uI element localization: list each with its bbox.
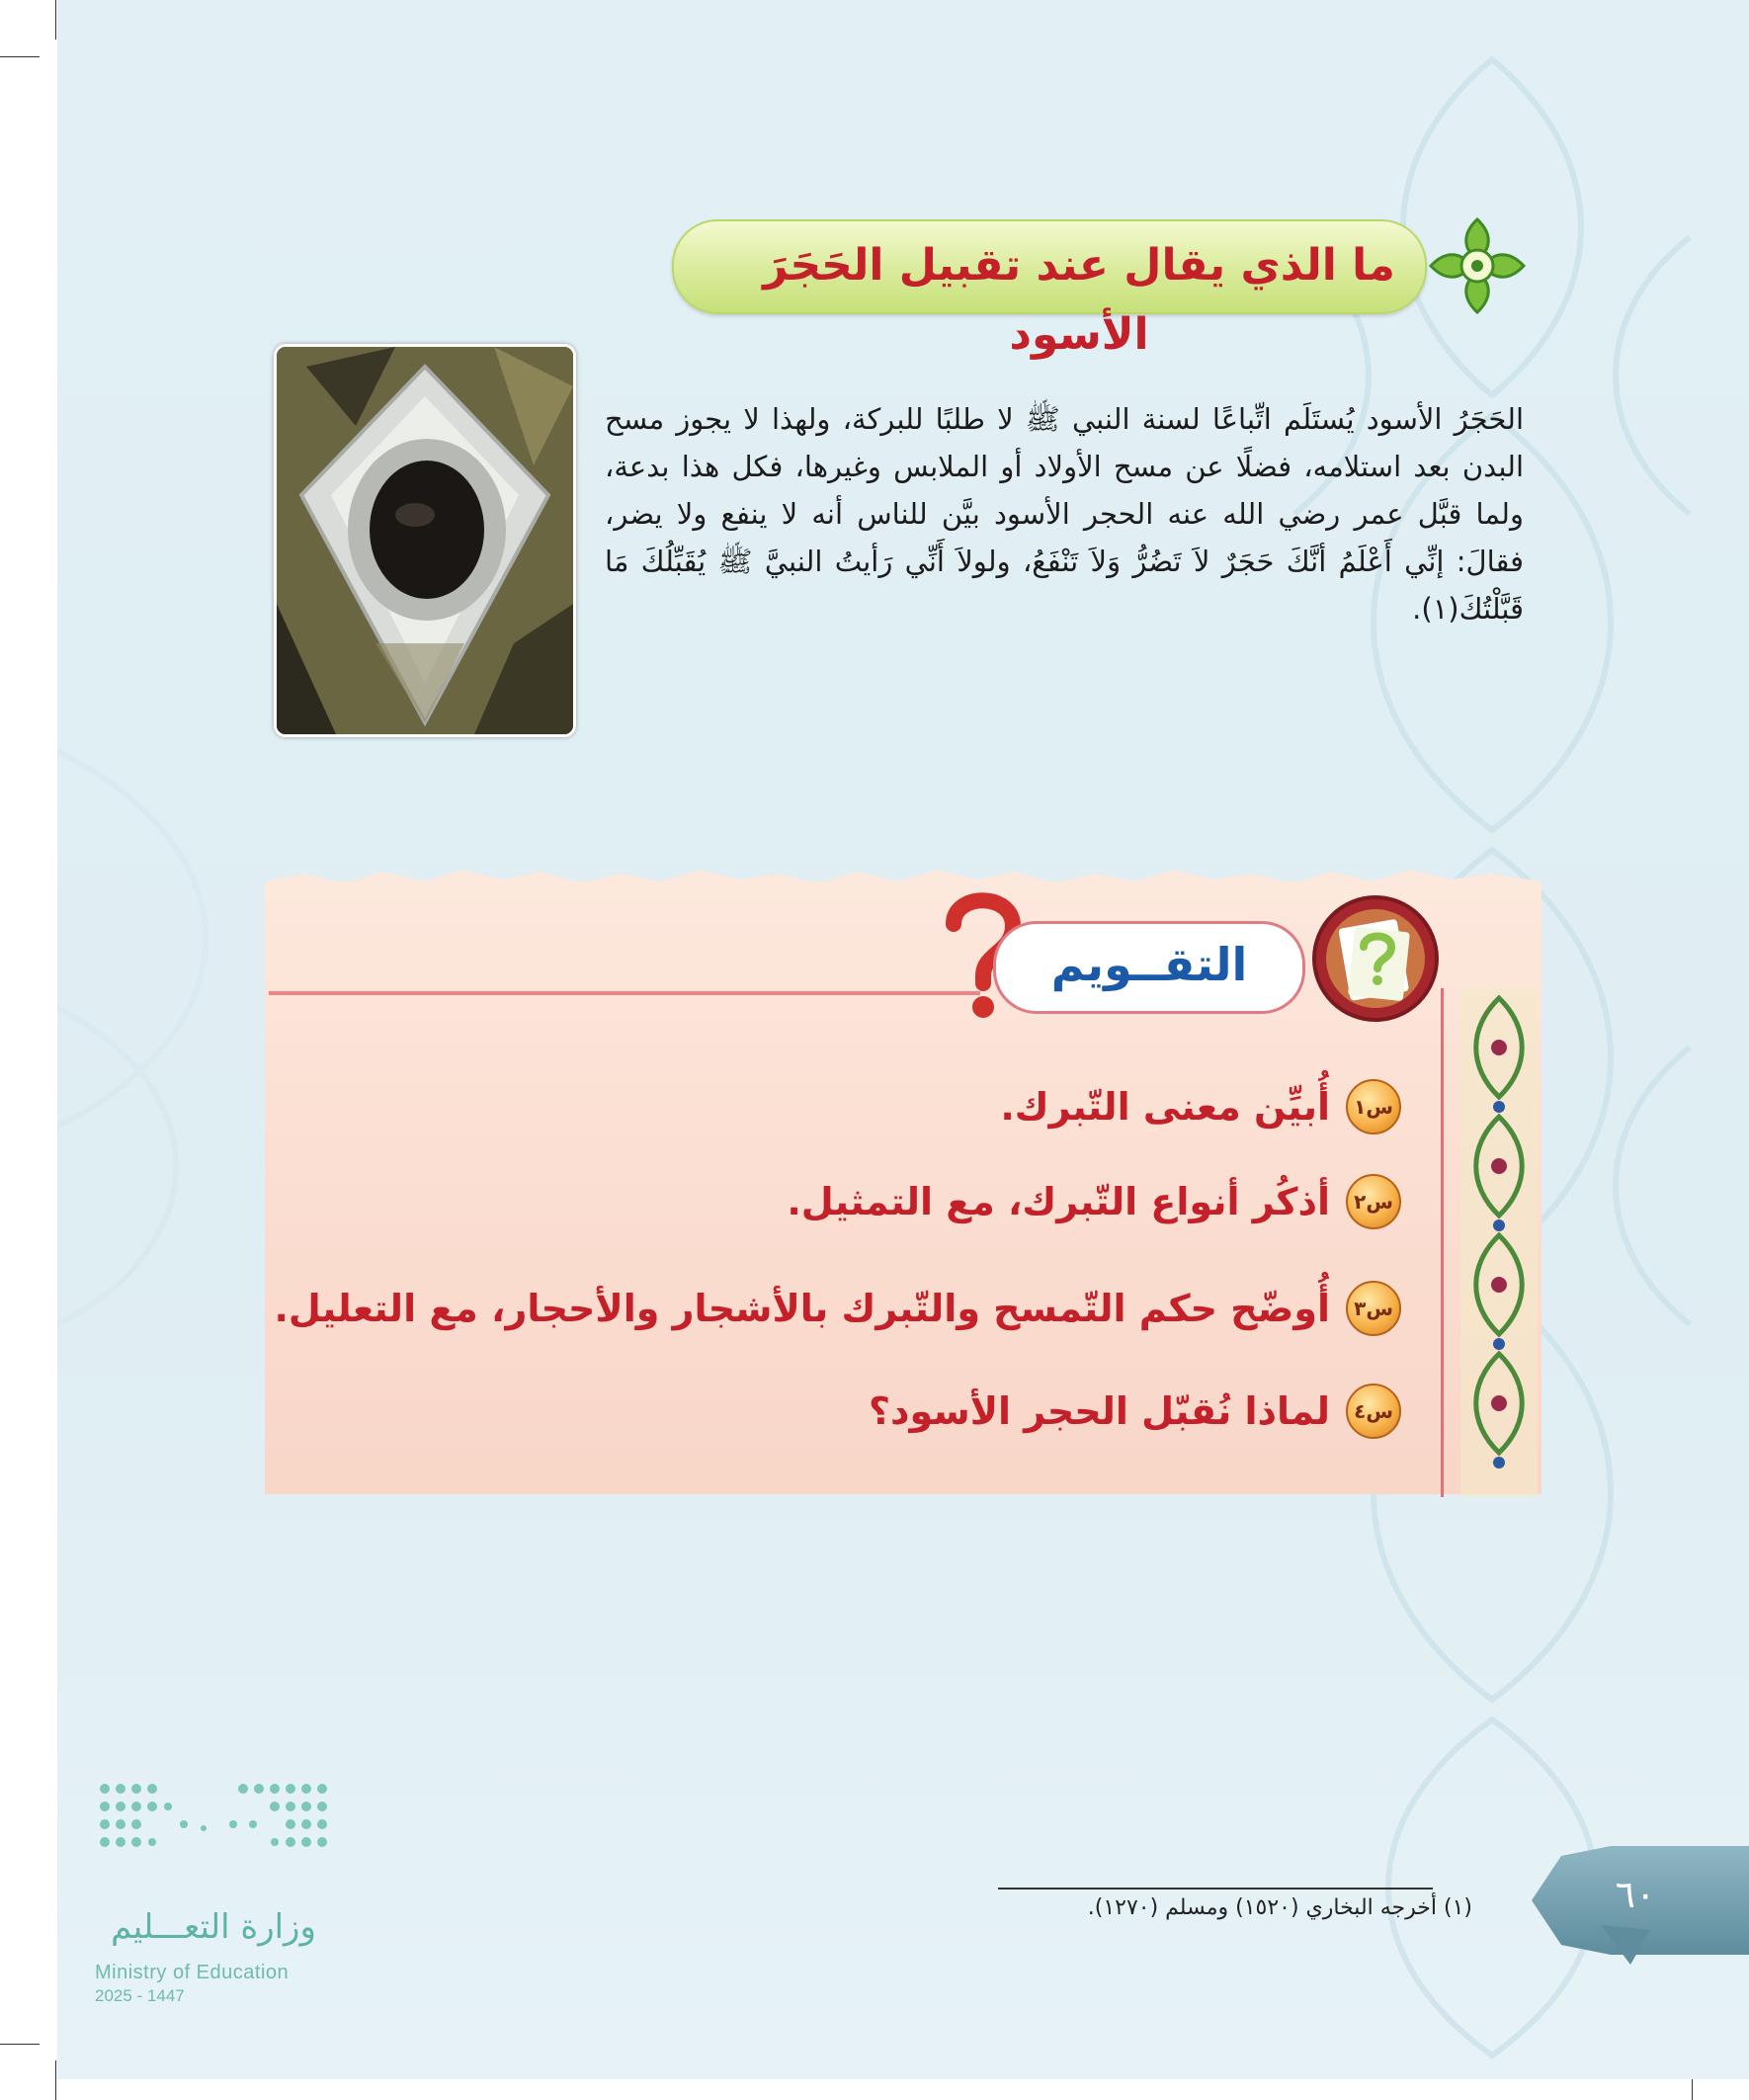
- section-title: ما الذي يقال عند تقبيل الحَجَرَ الأسود: [763, 240, 1395, 360]
- crop-mark: [0, 2044, 40, 2045]
- floral-side-border: [1460, 988, 1538, 1497]
- section-heading: [613, 219, 1532, 360]
- black-stone-photo: [274, 344, 576, 737]
- question-text: أُوضّح حكم التّمسح والتّبرك بالأشجار والأحجار، مع التعليل.: [274, 1287, 1330, 1330]
- crop-mark: [0, 56, 40, 57]
- evaluation-side-rule: [1441, 988, 1444, 1497]
- moe-dots-logo: [95, 1779, 332, 1858]
- question-badge: س٢: [1346, 1174, 1401, 1229]
- question-paper-icon: [1306, 889, 1445, 1028]
- heading-bar: [672, 219, 1427, 360]
- edition-year: 2025 - 1447: [95, 1986, 185, 2005]
- page-number: ٦٠: [1615, 1873, 1656, 1916]
- question-badge: س٣: [1346, 1281, 1401, 1336]
- footnote: (١) أخرجه البخاري (١٥٢٠) ومسلم (١٢٧٠).: [1087, 1895, 1472, 1920]
- question-text: أذكُر أنواع التّبرك، مع التمثيل.: [787, 1180, 1330, 1223]
- question-item-3: [274, 1277, 1401, 1340]
- crop-mark: [55, 2060, 56, 2100]
- question-badge: س١: [1346, 1079, 1401, 1134]
- footnote-rule: [998, 1888, 1433, 1890]
- question-text: أُبيِّن معنى التّبرك.: [1000, 1085, 1330, 1129]
- evaluation-title-pill: [993, 921, 1305, 1014]
- evaluation-title: التقــويم: [1050, 938, 1248, 991]
- ministry-logo: [95, 1779, 332, 2006]
- crop-mark: [55, 0, 56, 40]
- question-item-4: [869, 1380, 1401, 1443]
- question-item-2: [787, 1170, 1401, 1233]
- ministry-name-arabic: وزارة التعـــليم: [111, 1907, 316, 1947]
- question-text: لماذا نُقبّل الحجر الأسود؟: [868, 1389, 1330, 1433]
- ministry-name-english: Ministry of Education: [95, 1962, 290, 1983]
- question-item-1: [1000, 1075, 1401, 1138]
- green-flower-ornament-icon: [1423, 211, 1532, 320]
- evaluation-title-rule: [269, 991, 980, 995]
- question-badge: س٤: [1346, 1384, 1401, 1439]
- body-paragraph: الحَجَرُ الأسود يُستَلَم اتِّباعًا لسنة النبي ﷺ لا طلبًا للبركة، ولهذا لا يجوز مسح البدن بعد استلامه، فضلًا عن مسح الأولاد أو الملابس وغيرها، فكل هذا بدعة، ولما قبَّل عمر رضي الله عنه الحجر الأسود بيَّن للناس أنه لا ينفع ولا يضر، فقالَ: إنِّي أَعْلَمُ أنَّكَ حَجَرٌ لاَ تَضُرُّ وَلاَ تَنْفَعُ، ولولاَ أَنِّي رَأيتُ النبيَّ ﷺ يُقَبِّلُكَ مَا قَبَّلْتُكَ(١).: [605, 402, 1524, 626]
